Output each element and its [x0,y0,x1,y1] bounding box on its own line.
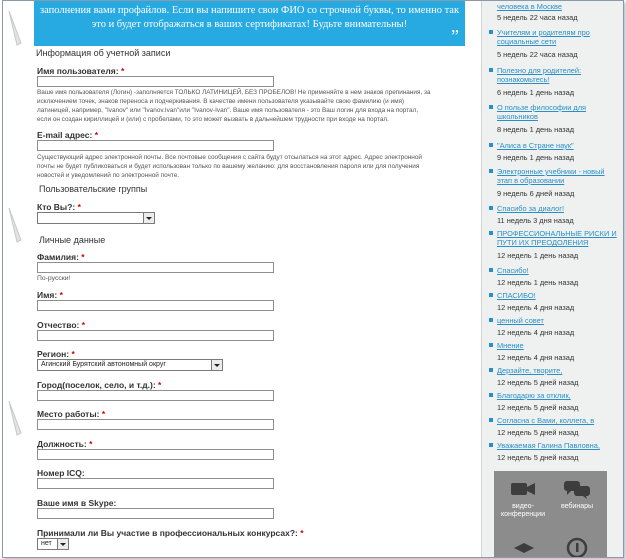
bullet-icon [489,443,493,447]
icq-label: Номер ICQ: [37,468,85,478]
bullet-icon [489,231,493,235]
icq-input[interactable] [37,478,274,489]
paper-pin-icon [5,399,27,439]
bullet-icon [489,206,493,210]
comment-time: 12 недель 4 дня назад [497,328,575,337]
comment-time: 8 недель 1 день назад [497,125,575,134]
lastname-label: Фамилия: * [37,252,85,262]
username-description: Ваше имя пользователя (Логин) -заполняется ТОЛЬКО ЛАТИНИЦЕЙ, БЕЗ ПРОБЕЛОВ! Не применяйте в нем знаков препинания, за исключением точек, знаков переноса и подчеркивания. В качестве имени пользователя указывайте свою фамилию (и имя) латиницей, например, "Ivanov" или "Ivanov.Ivan"или "Ivanov-Ivan". Ваше имя пользователя - это Ваш логин для входа на портал, если он создан кириллицей и (или) с пробелами, то это может вызвать в дальнейшем трудности при входе на портал. [37,89,431,123]
patronymic-label: Отчество: * [37,320,86,330]
comment-link[interactable]: ПРОФЕССИОНАЛЬНЫЕ РИСКИ И ПУТИ ИХ ПРЕОДОЛЕНИЯ [497,229,617,247]
workplace-label: Место работы: * [37,409,106,419]
chat-bubbles-icon [562,479,592,499]
comment-time: 12 недель 5 дней назад [497,453,579,462]
bullet-icon [489,418,493,422]
bullet-icon [489,30,493,34]
firstname-label: Имя: * [37,290,63,300]
webinars-label: вебинары [560,503,594,510]
comment-link[interactable]: Спасибо за диалог! [497,204,565,213]
bullet-icon [489,143,493,147]
skype-label: Ваше имя в Skype: [37,498,117,508]
region-label: Регион: * [37,349,75,359]
comment-link[interactable]: ценный совет [497,316,544,325]
position-label: Должность: * [37,439,93,449]
award-badge-icon [566,537,588,557]
comment-time: 5 недель 22 часа назад [497,13,578,22]
comment-link[interactable]: Дерзайте, творите, [497,366,563,375]
comment-link[interactable]: О пользе философии для школьников [497,103,587,121]
section-account-title: Информация об учетной записи [36,48,171,58]
bullet-icon [489,68,493,72]
comment-time: 12 недель 4 дня назад [497,353,575,362]
bullet-icon [489,105,493,109]
comment-link[interactable]: "Алиса в Стране наук" [497,141,574,150]
bullet-icon [489,368,493,372]
email-label: E-mail адрес: * [37,130,99,140]
region-select[interactable]: Агинский Бурятский автономный округ [37,359,223,371]
city-label: Город(поселок, село, и т.д.): * [37,380,162,390]
contests-label: Принимали ли Вы участие в профессиональных конкурсах?: * [37,528,304,538]
comment-link[interactable]: Благодарю за отклик, [497,391,571,400]
services-promo [494,471,607,557]
who-select[interactable] [37,212,155,224]
section-groups-title: Пользовательские группы [39,184,148,194]
comment-time: 12 недель 1 день назад [497,251,579,260]
comment-time: 6 недель 1 день назад [497,88,575,97]
comment-time: 9 недель 1 день назад [497,153,575,162]
webinars-link[interactable] [552,479,602,511]
chevron-down-icon[interactable] [211,360,222,370]
bullet-icon [489,268,493,272]
comment-link[interactable]: СПАСИБО! [497,291,536,300]
bullet-icon [489,343,493,347]
comment-link[interactable]: Уважаемая Галина Павловна, [497,441,600,450]
email-input[interactable] [37,140,274,151]
position-input[interactable] [37,449,274,460]
comment-link[interactable]: Согласна с Вами, коллега, в [497,416,595,425]
email-description: Существующий адрес электронной почты. Все почтовые сообщения с сайта будут отсылаться на этот адрес. Адрес электронной почты не будет публиковаться и будет использован только по вашему желанию: для восстановления пароля или для получения новостей и уведомлений по электронной почте. [37,154,422,179]
section-personal-title: Личные данные [39,235,106,245]
banner-line-2: это и будет отображаться в ваших сертификатах! Будьте внимательны! [91,19,408,30]
skype-input[interactable] [37,508,274,519]
firstname-input[interactable] [37,300,274,311]
chevron-down-icon[interactable] [143,213,154,223]
browser-frame [2,0,624,558]
lastname-input[interactable] [37,262,274,273]
comment-link[interactable]: Электронные учебники - новый этап в образовании [497,167,605,185]
who-label: Кто Вы?: * [37,202,81,212]
video-conference-link[interactable] [498,479,548,519]
comment-link[interactable]: Спасибо! [497,266,529,275]
comment-link[interactable]: Учителям и родителям про социальные сети [497,28,590,46]
registration-form [3,1,477,557]
comment-link[interactable]: человека в Москве [497,2,562,11]
chevron-down-icon[interactable] [57,539,68,549]
comment-time: 9 недель 6 дней назад [497,189,575,198]
quote-mark-icon: ” [451,26,459,46]
bullet-icon [489,393,493,397]
comment-link[interactable]: Мнение [497,341,524,350]
comment-time: 11 недель 3 дня назад [497,216,574,225]
video-conference-label-2: конференции [500,511,546,518]
bullet-icon [489,169,493,173]
username-label: Имя пользователя: * [37,66,125,76]
contests-select[interactable]: нет [37,538,69,550]
paper-pin-icon [5,9,27,49]
patronymic-input[interactable] [37,330,274,341]
username-input[interactable] [37,76,274,87]
city-input[interactable] [37,390,274,401]
banner-line-1: заполнения вами профайлов. Если вы напишите свои ФИО со строчной буквы, то именно так [39,5,460,16]
comment-time: 12 недель 5 дней назад [497,428,579,437]
video-camera-icon [509,479,537,499]
comment-time: 12 недель 1 день назад [497,278,579,287]
paper-pin-icon [5,206,27,246]
bullet-icon [489,293,493,297]
comment-time: 5 недель 22 часа назад [497,50,578,59]
video-conference-label-1: видео- [512,503,534,510]
comment-time: 12 недель 5 дней назад [497,378,579,387]
comment-time: 12 недель 4 дня назад [497,303,575,312]
comment-time: 12 недель 5 дней назад [497,403,579,412]
comment-link[interactable]: Полезно для родителей: познакомьтесь! [497,66,582,84]
warning-banner [34,1,465,46]
lastname-hint: По-русски! [37,275,71,282]
graduation-cap-icon [512,541,536,555]
bullet-icon [489,318,493,322]
workplace-input[interactable] [37,419,274,430]
